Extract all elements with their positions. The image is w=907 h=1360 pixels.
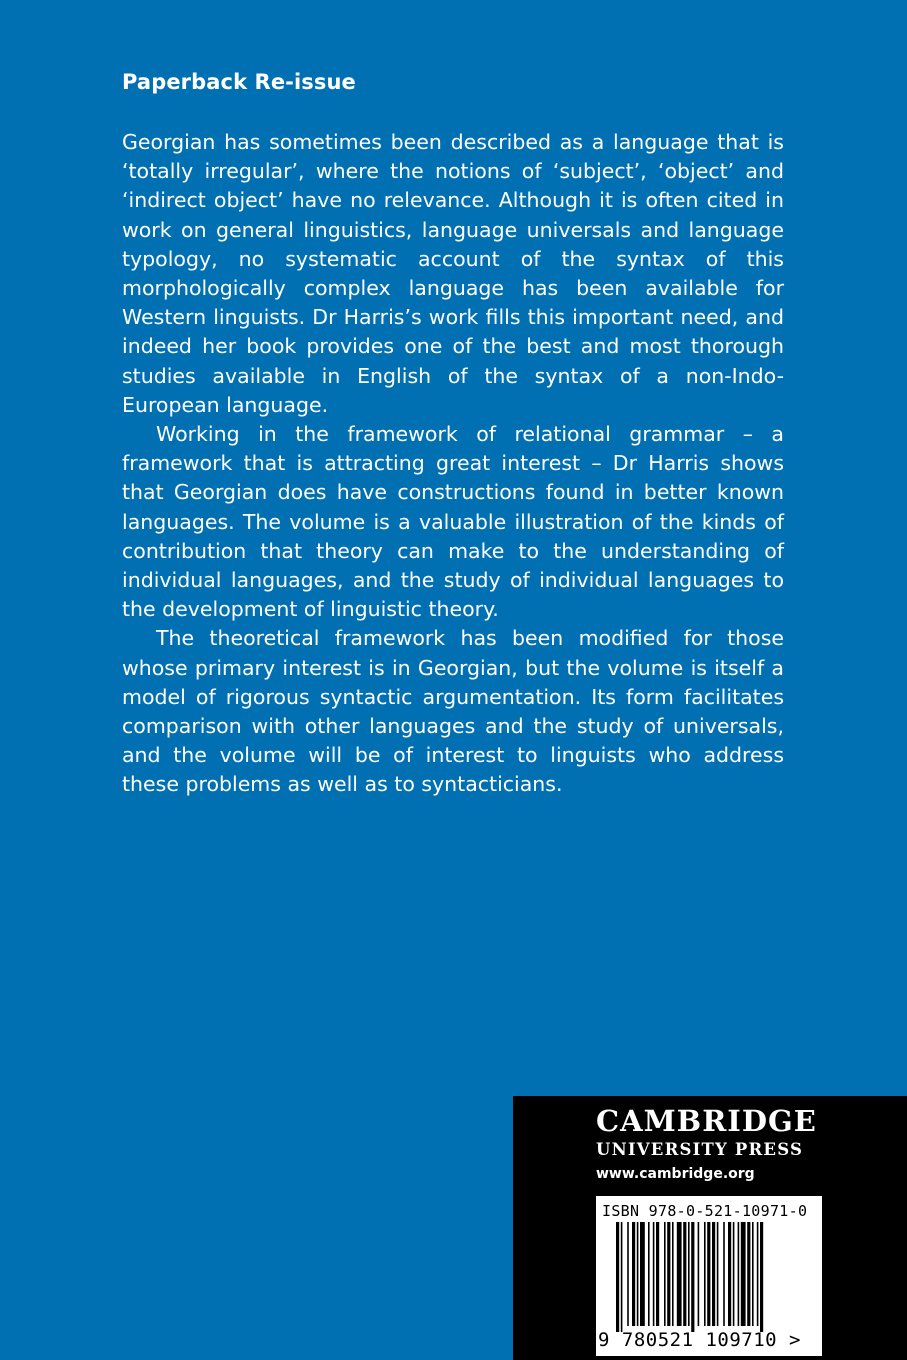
publisher-panel [513,1096,907,1360]
barcode-bar [707,1222,710,1326]
blurb-paragraph-1: Georgian has sometimes been described as a language that is ‘totally irregular’, where the notions of ‘subject’, ‘object’ and ‘indirect object’ have no relevance. Although it is often cited in work on general linguistics, language universals and language typology, no systematic account of the syntax of this morphologically complex language has been available for Western linguists. Dr Harris’s work fills this important need, and indeed her book provides one of the best and most thorough studies available in English of the syntax of a non-Indo-European language. [122,130,784,417]
barcode-bar [621,1222,623,1332]
barcode-bar [733,1222,735,1326]
barcode-bar [728,1222,731,1326]
barcode-box [596,1196,822,1356]
barcode-bar [648,1222,650,1326]
barcode-bar [667,1222,670,1326]
ean-digits: 9 780521 109710 > [598,1329,801,1351]
publisher-name: CAMBRIDGE [596,1104,817,1138]
barcode-bar [653,1222,655,1326]
barcode-bar [738,1222,740,1326]
barcode-bar [704,1222,706,1326]
barcode-bar [637,1222,639,1326]
blurb-text [122,128,784,800]
barcode-bar [723,1222,725,1326]
barcode-bar [656,1222,659,1326]
barcode-bar [664,1222,666,1326]
barcode-bar [760,1222,763,1332]
publisher-subname: UNIVERSITY PRESS [596,1140,804,1159]
barcode-bar [698,1222,700,1326]
blurb-paragraph-3: The theoretical framework has been modified for those whose primary interest is in Georgian, but the volume is itself a model of rigorous syntactic argumentation. Its form facilitates comparison with other languages and the study of universals, and the volume will be of interest to linguists who address these problems as well as to syntacticians. [122,626,784,797]
barcode-bar [627,1222,629,1326]
publisher-url: www.cambridge.org [596,1166,755,1182]
barcode-bar [712,1222,715,1326]
barcode-bar [616,1222,619,1332]
barcode-bar [632,1222,635,1326]
barcode-bar [717,1222,719,1326]
barcode-bar [741,1222,746,1326]
isbn-label: ISBN 978-0-521-10971-0 [602,1202,808,1220]
barcode-bar [688,1222,690,1326]
barcode-bar [747,1222,750,1326]
barcode-bar [677,1222,682,1326]
reissue-heading: Paperback Re-issue [122,70,356,94]
barcode-bar [691,1222,694,1332]
barcode-bar [757,1222,759,1326]
barcode-bar [672,1222,674,1326]
barcode-bar [640,1222,645,1326]
barcode-bar [683,1222,686,1326]
blurb-paragraph-2: Working in the framework of relational grammar – a framework that is attracting great interest – Dr Harris shows that Georgian does have constructions found in better known languages. The volume is a valuable illustration of the kinds of contribution that theory can make to the understanding of individual languages, and the study of individual languages to the development of linguistic theory. [122,422,784,622]
barcode-bar [752,1222,754,1326]
